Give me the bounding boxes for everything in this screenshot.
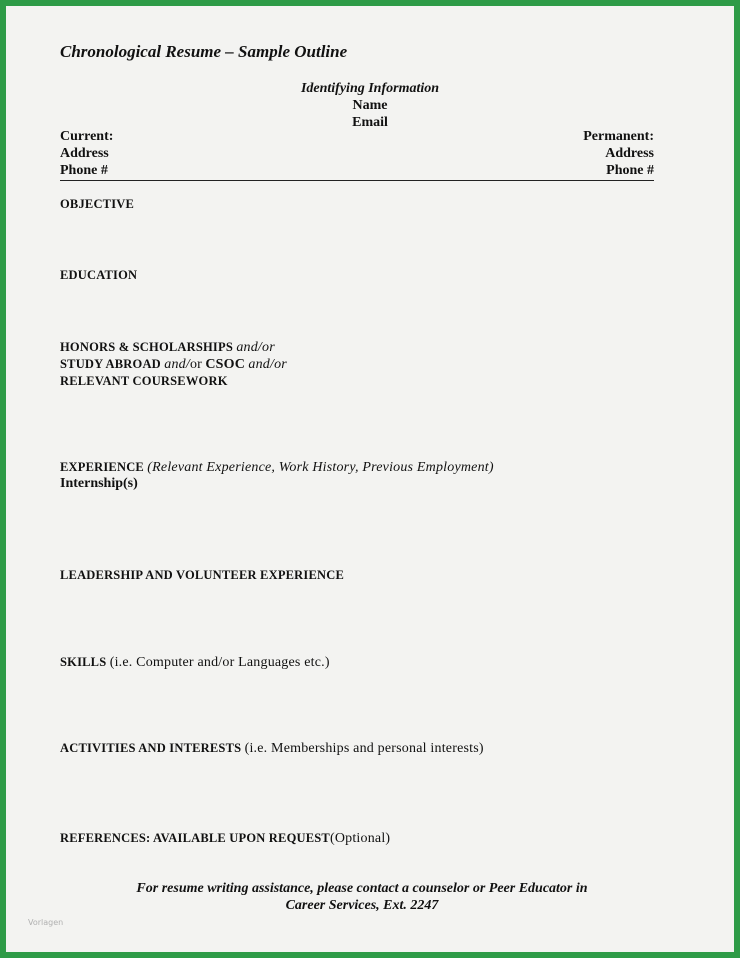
study-abroad-line [60,356,287,373]
section-activities [60,740,484,757]
document-page [6,6,734,952]
current-contact [60,128,113,179]
section-references [60,830,390,847]
watermark: Vorlagen [28,918,64,927]
experience-note: (Relevant Experience, Work History, Previous Employment) [147,460,494,475]
permanent-phone: Phone # [606,163,654,178]
section-experience [60,459,494,476]
identifying-heading: Identifying Information [300,81,440,96]
section-education: EDUCATION [60,268,138,282]
section-honors [60,339,287,390]
honors-connector: and/or [236,340,275,355]
references-heading: REFERENCES: AVAILABLE UPON REQUEST [60,831,330,845]
footer-line-1: For resume writing assistance, please contact a counselor or Peer Educator in [136,881,588,896]
skills-heading: SKILLS [60,655,107,669]
current-phone: Phone # [60,163,108,178]
csoc-heading: CSOC [205,357,246,372]
section-objective: OBJECTIVE [60,197,135,211]
internships-subheading: Internship(s) [60,476,138,491]
permanent-label: Permanent: [583,129,654,144]
coursework-heading: RELEVANT COURSEWORK [60,374,228,388]
skills-note: (i.e. Computer and/or Languages etc.) [109,655,330,670]
activities-heading: ACTIVITIES AND INTERESTS [60,741,242,755]
identifying-information [6,80,734,131]
experience-heading: EXPERIENCE [60,460,144,474]
current-address: Address [60,146,109,161]
honors-line [60,339,287,356]
section-leadership: LEADERSHIP AND VOLUNTEER EXPERIENCE [60,568,345,582]
name-line: Name [352,98,388,113]
activities-note: (i.e. Memberships and personal interests) [244,741,484,756]
csoc-connector: and/or [248,357,287,372]
honors-heading: HONORS & SCHOLARSHIPS [60,340,233,354]
study-abroad-heading: STUDY ABROAD [60,357,161,371]
references-note: (Optional) [329,831,391,846]
study-abroad-connector-b: or [189,357,203,372]
permanent-contact [583,128,654,179]
document-title: Chronological Resume – Sample Outline [60,42,348,61]
study-abroad-connector-a: and/ [164,357,190,372]
current-label: Current: [60,129,114,144]
footer-note [6,880,718,914]
header-divider [60,180,654,181]
email-line: Email [352,115,388,130]
section-skills [60,654,330,671]
permanent-address: Address [605,146,654,161]
footer-line-2: Career Services, Ext. 2247 [285,898,439,913]
